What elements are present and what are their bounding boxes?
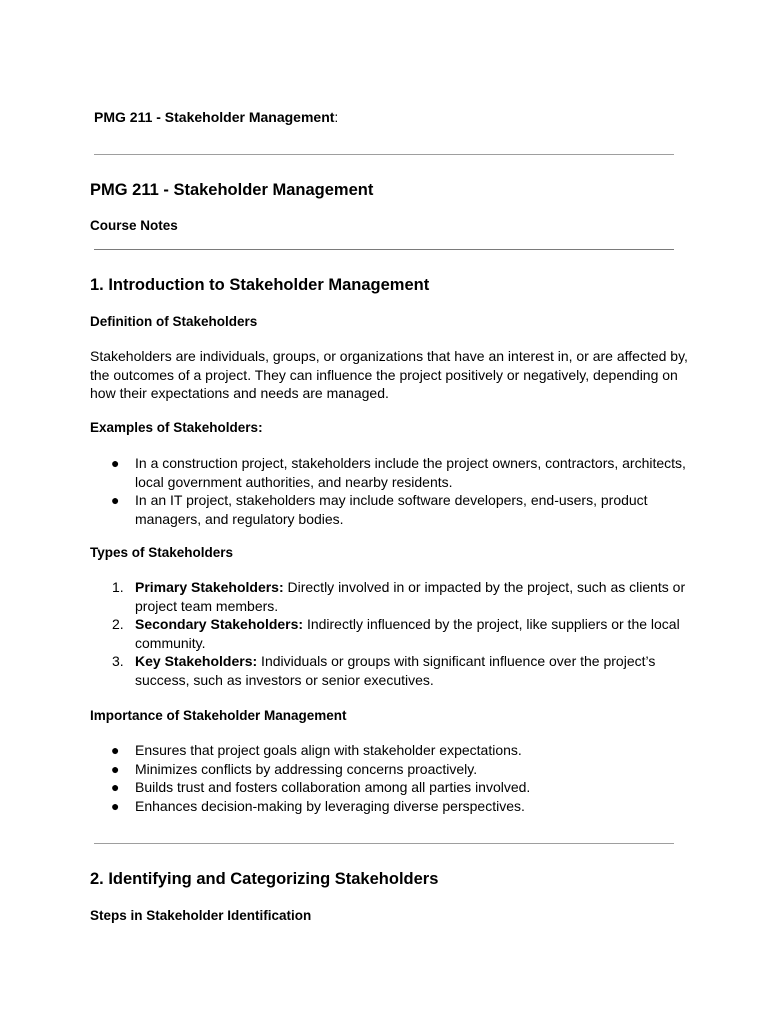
list-item-text: Enhances decision-making by leveraging diverse perspectives. <box>135 797 525 814</box>
bullet-marker: ● <box>111 779 120 796</box>
list-item <box>90 615 690 652</box>
list-item <box>90 797 690 816</box>
list-item <box>90 741 690 760</box>
importance-heading: Importance of Stakeholder Management <box>90 708 347 723</box>
section-2-heading: 2. Identifying and Categorizing Stakeholders <box>90 870 439 888</box>
bullet-marker: ● <box>111 455 120 471</box>
examples-heading: Examples of Stakeholders: <box>90 420 263 435</box>
list-item <box>90 760 690 779</box>
definition-paragraph: Stakeholders are individuals, groups, or organizations that have an interest in, or are affected by, the outcomes of a project. They can influence the project positively or negatively, depending on how their expectations and needs are managed. <box>90 348 688 402</box>
bullet-marker: ● <box>111 797 120 814</box>
list-item-text: In a construction project, stakeholders include the project owners, contractors, architects, local government authorities, and nearby residents. <box>135 455 686 490</box>
list-item-term: Primary Stakeholders: <box>135 579 284 595</box>
types-heading: Types of Stakeholders <box>90 545 234 560</box>
divider-top <box>94 154 674 155</box>
header-title: PMG 211 - Stakeholder Management <box>94 109 335 125</box>
bullet-marker: ● <box>111 742 120 758</box>
examples-list <box>90 454 690 528</box>
divider-after-subtitle <box>94 249 674 250</box>
definition-heading: Definition of Stakeholders <box>90 314 258 329</box>
list-item-text: Ensures that project goals align with stakeholder expectations. <box>135 742 522 758</box>
list-item-term: Key Stakeholders: <box>135 653 258 670</box>
list-item-text: Directly involved in or impacted by the project, such as clients or project team members. <box>135 579 686 614</box>
document-subtitle: Course Notes <box>90 218 178 233</box>
divider-section-2 <box>94 843 674 844</box>
list-item-text: In an IT project, stakeholders may include software developers, end-users, product managers, and regulatory bodies. <box>135 492 648 527</box>
bullet-marker: ● <box>111 760 120 777</box>
list-item-text: Individuals or groups with significant influence over the project’s success, such as investors or senior executives. <box>135 653 656 688</box>
list-item <box>90 491 690 528</box>
list-item <box>90 652 690 689</box>
list-item-text: Indirectly influenced by the project, like suppliers or the local community. <box>135 616 680 651</box>
list-item <box>90 578 690 615</box>
importance-list <box>90 741 690 815</box>
document-title: PMG 211 - Stakeholder Management <box>90 181 374 199</box>
types-list <box>90 578 690 690</box>
list-item-term: Secondary Stakeholders: <box>135 616 304 633</box>
list-item-text: Minimizes conflicts by addressing concerns proactively. <box>135 760 478 777</box>
list-number: 1. <box>112 579 124 595</box>
section-1-heading: 1. Introduction to Stakeholder Management <box>90 276 430 294</box>
list-number: 3. <box>112 653 124 670</box>
steps-heading: Steps in Stakeholder Identification <box>90 908 312 923</box>
header-title-suffix: : <box>334 109 339 125</box>
list-item <box>90 454 690 491</box>
bullet-marker: ● <box>111 492 120 509</box>
document-header <box>94 108 338 126</box>
list-item-text: Builds trust and fosters collaboration among all parties involved. <box>135 779 531 796</box>
list-number: 2. <box>112 616 124 633</box>
list-item <box>90 778 690 797</box>
